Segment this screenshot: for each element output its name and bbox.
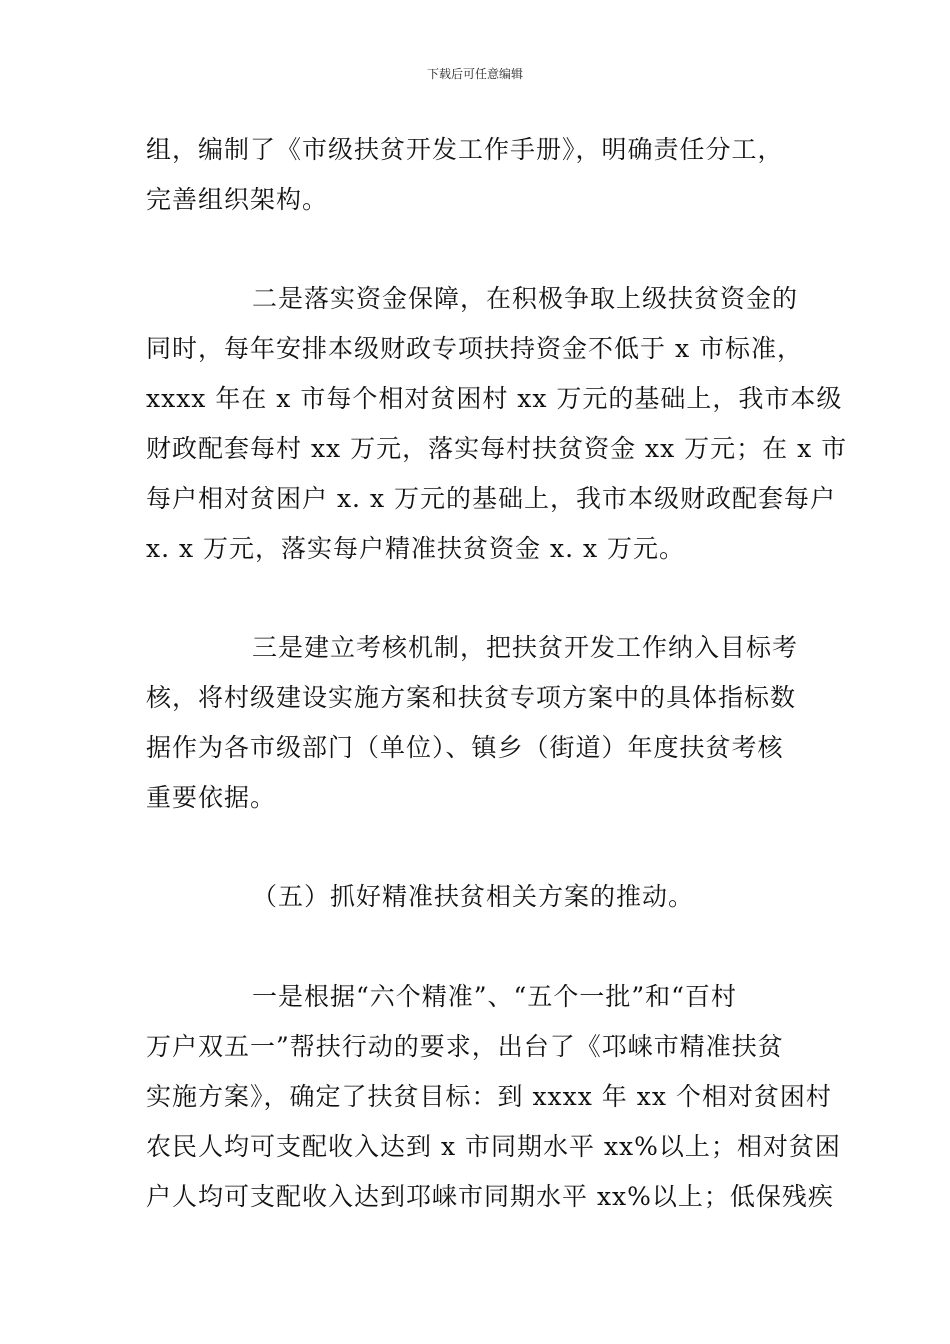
paragraph-line: 户人均可支配收入达到邛崃市同期水平 xx%以上；低保残疾 (146, 1182, 834, 1211)
section-heading: （五）抓好精准扶贫相关方案的推动。 (252, 882, 695, 911)
header-note: 下载后可任意编辑 (426, 67, 523, 81)
paragraph-line: 完善组织架构。 (146, 185, 329, 214)
paragraph-line: 核，将村级建设实施方案和扶贫专项方案中的具体指标数 (146, 683, 797, 712)
paragraph-line: 二是落实资金保障，在积极争取上级扶贫资金的 (252, 284, 799, 313)
paragraph-line: 组，编制了《市级扶贫开发工作手册》，明确责任分工， (146, 135, 784, 164)
paragraph-line: 一是根据“六个精准”、“五个一批”和“百村 (252, 982, 737, 1011)
paragraph-line: 每户相对贫困户 x. x 万元的基础上，我市本级财政配套每户 (146, 484, 836, 513)
paragraph-line: 农民人均可支配收入达到 x 市同期水平 xx%以上；相对贫困 (146, 1132, 841, 1161)
paragraph-line: 实施方案》，确定了扶贫目标：到 xxxx 年 xx 个相对贫困村 (146, 1082, 832, 1111)
paragraph-line: 同时，每年安排本级财政专项扶持资金不低于 x 市标准， (146, 334, 803, 363)
paragraph-line: 据作为各市级部门（单位）、镇乡（街道）年度扶贫考核 (146, 733, 784, 762)
paragraph-line: 万户双五一”帮扶行动的要求，出台了《邛崃市精准扶贫 (146, 1032, 784, 1061)
paragraph-line: 三是建立考核机制，把扶贫开发工作纳入目标考 (252, 633, 799, 662)
paragraph-line: x. x 万元，落实每户精准扶贫资金 x. x 万元。 (146, 534, 686, 563)
paragraph-line: xxxx 年在 x 市每个相对贫困村 xx 万元的基础上，我市本级 (146, 384, 843, 413)
paragraph-line: 重要依据。 (146, 783, 277, 812)
paragraph-line: 财政配套每村 xx 万元，落实每村扶贫资金 xx 万元；在 x 市 (146, 434, 848, 463)
